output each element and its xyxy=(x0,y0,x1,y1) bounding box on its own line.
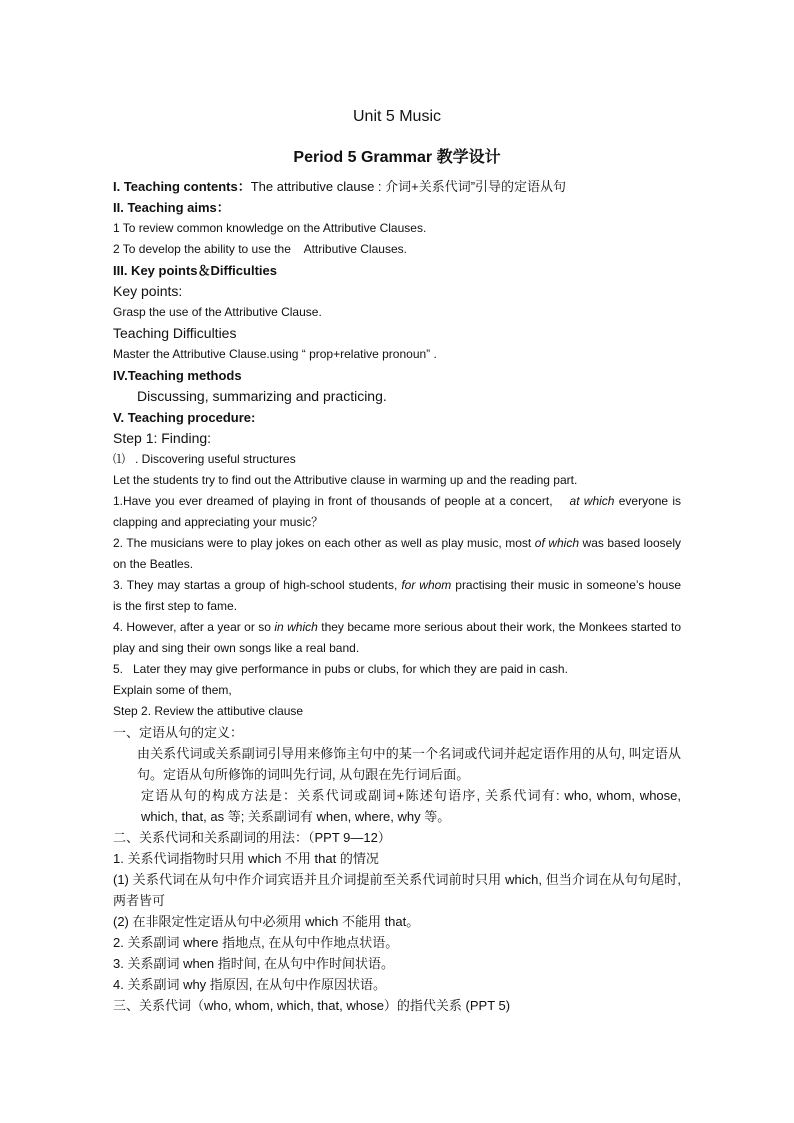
key-points-text: Grasp the use of the Attributive Clause. xyxy=(113,305,322,319)
example-4: 4. However, after a year or so in which they became more serious about their work, the Monkees started to play and sing their own songs like a real band. xyxy=(113,620,681,655)
heading-procedure: V. Teaching procedure: xyxy=(113,410,256,425)
cn-rule-4: 4. 关系副词 why 指原因, 在从句中作原因状语。 xyxy=(113,977,387,992)
heading-methods: IV.Teaching methods xyxy=(113,368,242,383)
step-2-label: Step 2. Review the attibutive clause xyxy=(113,704,304,718)
step-1-subhead: ⑴ . Discovering useful structures xyxy=(113,452,296,466)
example-5: 5. Later they may give performance in pubs or clubs, for which they are paid in cash. xyxy=(113,662,568,676)
aim-1: 1 To review common knowledge on the Attributive Clauses. xyxy=(113,221,427,235)
difficulties-label: Teaching Difficulties xyxy=(113,325,237,341)
example-1: 1.Have you ever dreamed of playing in front of thousands of people at a concert, at which everyone is clapping and appreciating your music？ xyxy=(113,494,681,529)
cn-rule-3: 3. 关系副词 when 指时间, 在从句中作时间状语。 xyxy=(113,956,394,971)
step-1-label: Step 1: Finding: xyxy=(113,430,212,446)
step-1-intro: Let the students try to find out the Attributive clause in warming up and the reading part. xyxy=(113,473,578,487)
heading-key-points: III. Key points＆Difficulties xyxy=(113,263,277,278)
methods-text: Discussing, summarizing and practicing. xyxy=(137,388,387,404)
example-2: 2. The musicians were to play jokes on each other as well as play music, most of which was based loosely on the Beatles. xyxy=(113,536,681,571)
aim-2: 2 To develop the ability to use the Attributive Clauses. xyxy=(113,242,407,256)
explain-text: Explain some of them, xyxy=(113,683,232,697)
cn-heading-reference: 三、关系代词（who, whom, which, that, whose）的指代关系 (PPT 5) xyxy=(113,998,511,1013)
teaching-contents xyxy=(113,176,681,197)
difficulties-text: Master the Attributive Clause.using “ prop+relative pronoun” . xyxy=(113,347,437,361)
heading-contents: I. Teaching contents： xyxy=(113,179,251,194)
cn-rule-1: 1. 关系代词指物时只用 which 不用 that 的情况 xyxy=(113,851,379,866)
heading-aims: II. Teaching aims： xyxy=(113,200,230,215)
cn-heading-definition: 一、定语从句的定义： xyxy=(113,725,244,740)
key-points-label: Key points: xyxy=(113,283,183,299)
cn-rule-2: 2. 关系副词 where 指地点, 在从句中作地点状语。 xyxy=(113,935,399,950)
unit-title: Unit 5 Music xyxy=(352,108,442,125)
cn-definition-paragraph: 由关系代词或关系副词引导用来修饰主句中的某一个名词或代词并起定语作用的从句, 叫定语从句。定语从句所修饰的词叫先行词, 从句跟在先行词后面。 xyxy=(137,746,681,782)
contents-text: The attributive clause : 介词+关系代词”引导的定语从句 xyxy=(250,179,567,194)
document-page xyxy=(113,104,681,1016)
cn-rule-1a: (1) 关系代词在从句中作介词宾语并且介词提前至关系代词前时只用 which, 但当介词在从句句尾时, 两者皆可 xyxy=(113,872,681,908)
cn-structure-paragraph: 定语从句的构成方法是：关系代词或副词+陈述句语序, 关系代词有: who, whom, whose, which, that, as 等; 关系副词有 when, where, why 等。 xyxy=(141,788,681,824)
example-3: 3. They may startas a group of high-school students, for whom practising their music in someone’s house is the first step to fame. xyxy=(113,578,681,613)
cn-rule-1b: (2) 在非限定性定语从句中必须用 which 不能用 that。 xyxy=(113,914,420,929)
cn-heading-usage: 二、关系代词和关系副词的用法：（PPT 9—12） xyxy=(113,830,391,845)
period-title: Period 5 Grammar 教学设计 xyxy=(293,149,501,166)
